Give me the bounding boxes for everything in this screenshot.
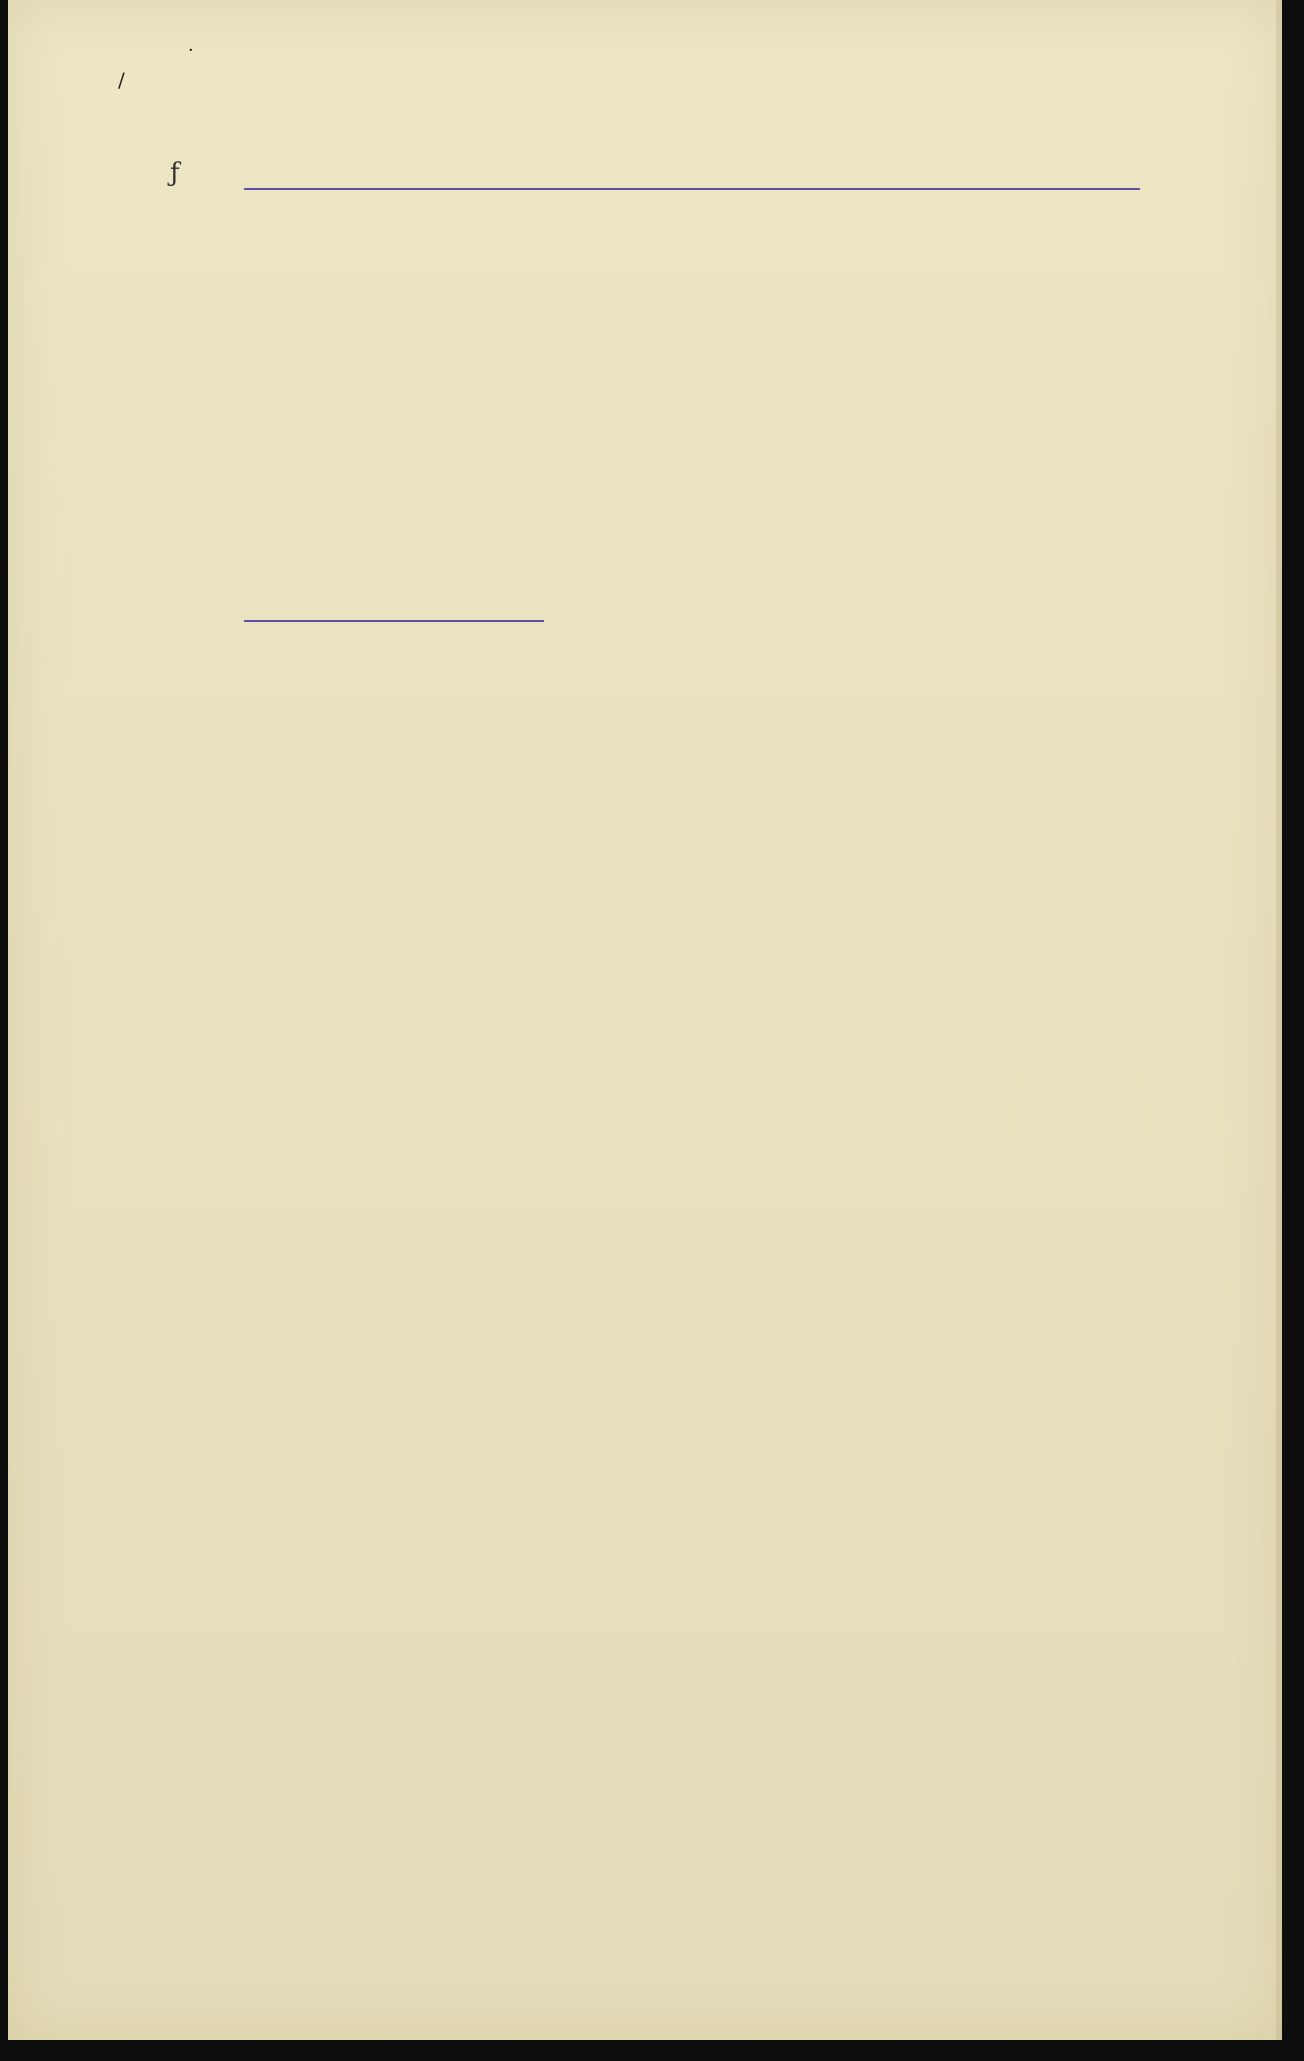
margin-tick-mark: /	[118, 68, 125, 92]
section-1-heading-underline	[244, 188, 1140, 190]
document-page	[8, 0, 1282, 2040]
section-2-heading-underline	[244, 620, 544, 622]
margin-check-mark: ƒ	[170, 158, 180, 188]
margin-dot-mark: ·	[188, 40, 194, 61]
